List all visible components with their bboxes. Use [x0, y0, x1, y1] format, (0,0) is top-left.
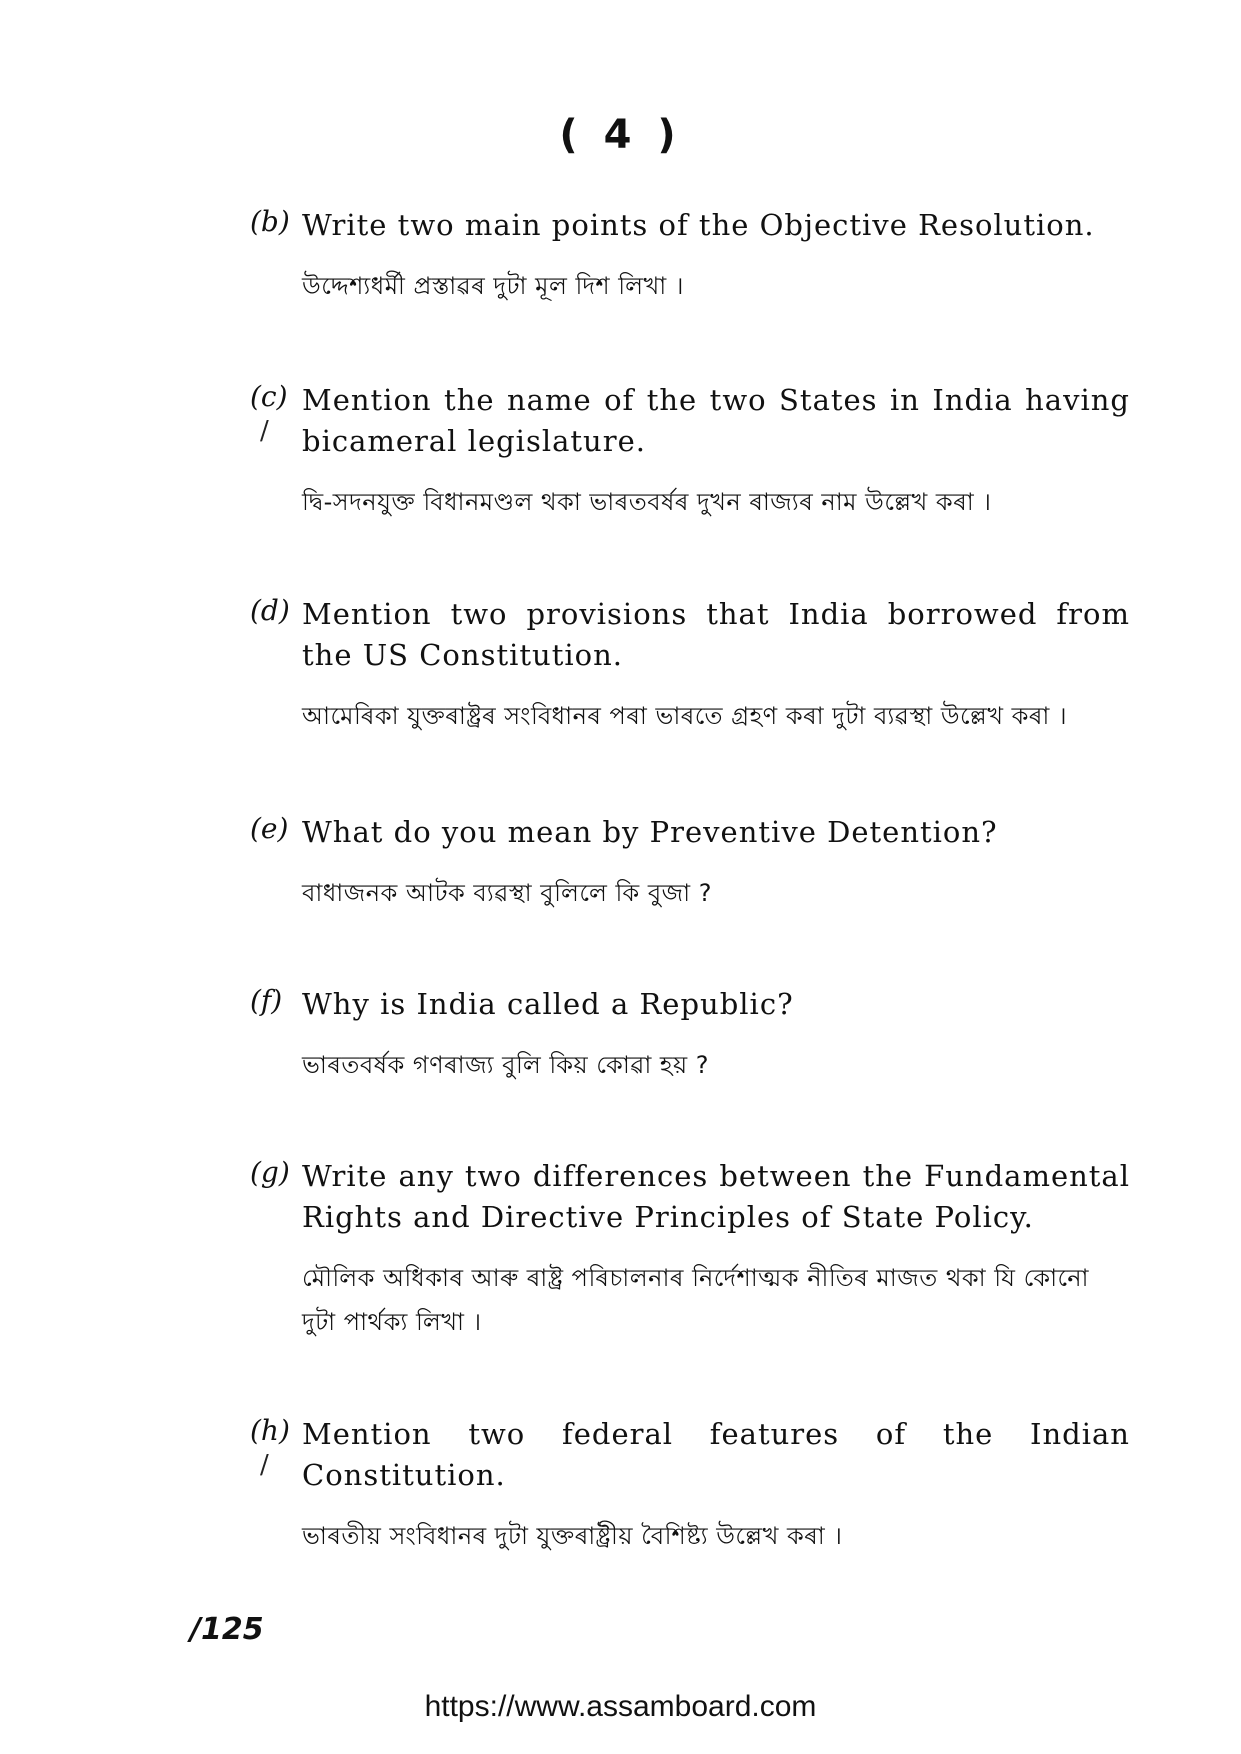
question-label: (d): [250, 594, 290, 627]
footer-url: https://www.assamboard.com: [424, 1690, 817, 1723]
tick-mark-icon: ∕: [260, 1450, 269, 1480]
question-f: [250, 984, 1130, 1087]
question-assamese-text: দ্বি-সদনযুক্ত বিধানমণ্ডল থকা ভাৰতবৰ্ষৰ দুখন ৰাজ্যৰ নাম উল্লেখ কৰা ।: [302, 488, 992, 516]
question-d: [250, 594, 1130, 738]
question-english-text: What do you mean by Preventive Detention?: [302, 815, 998, 849]
question-e: [250, 812, 1130, 915]
tick-mark-icon: ∕: [260, 416, 269, 446]
question-assamese-text: আমেৰিকা যুক্তৰাষ্ট্ৰৰ সংবিধানৰ পৰা ভাৰতে গ্ৰহণ কৰা দুটা ব্যৱস্থা উল্লেখ কৰা ।: [302, 702, 1068, 730]
question-english-text: Write two main points of the Objective Resolution.: [302, 208, 1095, 242]
question-label: (b): [250, 205, 290, 238]
question-english-text: Write any two differences between the Fundamental Rights and Directive Principles of State Policy.: [302, 1159, 1130, 1234]
question-label: (c): [250, 380, 288, 413]
question-assamese-text: মৌলিক অধিকাৰ আৰু ৰাষ্ট্ৰ পৰিচালনাৰ নিৰ্দেশাত্মক নীতিৰ মাজত থকা যি কোনো দুটা পাৰ্থক্য লিখা ।: [302, 1264, 1089, 1336]
page-number: ( 4 ): [559, 112, 682, 158]
question-h: [250, 1414, 1130, 1558]
question-label: (g): [250, 1156, 290, 1189]
question-assamese-text: বাধাজনক আটক ব্যৱস্থা বুলিলে কি বুজা ?: [302, 879, 712, 907]
question-b: [250, 205, 1130, 308]
question-c: [250, 380, 1130, 524]
question-english-text: Why is India called a Republic?: [302, 987, 794, 1021]
question-assamese-text: উদ্দেশ্যধৰ্মী প্ৰস্তাৱৰ দুটা মূল দিশ লিখা ।: [302, 272, 684, 300]
question-label: (h): [250, 1414, 290, 1447]
question-english-text: Mention the name of the two States in India having bicameral legislature.: [302, 383, 1130, 458]
paper-code: /125: [190, 1612, 264, 1647]
question-assamese-text: ভাৰতবৰ্ষক গণৰাজ্য বুলি কিয় কোৱা হয় ?: [302, 1051, 710, 1079]
question-assamese-text: ভাৰতীয় সংবিধানৰ দুটা যুক্তৰাষ্ট্ৰীয় বৈশিষ্ট্য উল্লেখ কৰা ।: [302, 1522, 843, 1550]
question-label: (e): [250, 812, 289, 845]
question-g: [250, 1156, 1130, 1344]
question-label: (f): [250, 984, 283, 1017]
question-english-text: Mention two federal features of the Indian Constitution.: [302, 1417, 1130, 1492]
question-english-text: Mention two provisions that India borrowed from the US Constitution.: [302, 597, 1130, 672]
